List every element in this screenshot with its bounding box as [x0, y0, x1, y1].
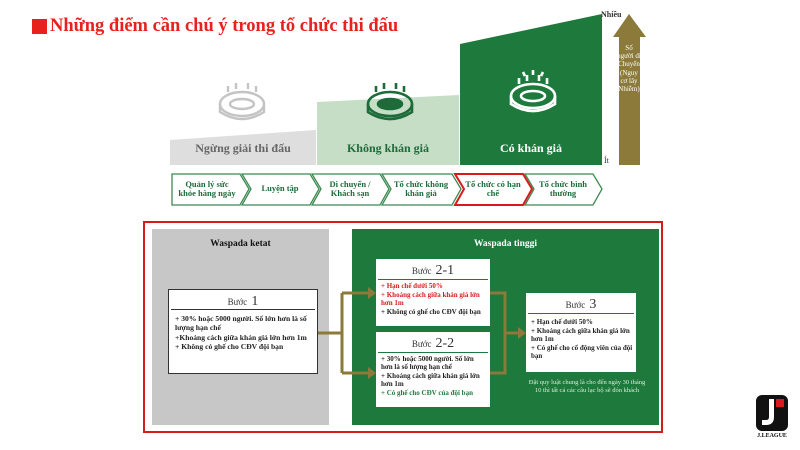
- jleague-logo-icon: [752, 393, 792, 433]
- step-2-1-item: + Không có ghế cho CĐV đội bạn: [381, 307, 481, 316]
- process-step-5: Tổ chức có hạn chế: [465, 178, 521, 198]
- arrow-caption: Số người di Chuyển (Nguy cơ lây Nhiễm): [617, 44, 641, 94]
- process-step-3: Di chuyển / Khách sạn: [329, 178, 371, 198]
- arrowhead-3: [518, 327, 526, 339]
- step-2-1-item: + Khoảng cách giữa khán giả lớn hơn 1m: [381, 290, 480, 308]
- step-3-item: + Hạn chế dưới 50%: [531, 318, 593, 326]
- panel-strict-title: Waspada ketat: [210, 239, 271, 249]
- stage-label-spectators: Có khán giả: [499, 141, 563, 155]
- arrow-bottom-label: Ít: [604, 156, 609, 165]
- step-1-item: + Không có ghế cho CĐV đội bạn: [175, 342, 284, 352]
- process-step-6: Tổ chức bình thường: [538, 178, 588, 198]
- step-3-number: 3: [589, 297, 597, 312]
- step-1-heading: [169, 292, 317, 310]
- arrow-top-label: Nhiều: [601, 10, 622, 19]
- step-2-2-item: + Có ghế cho CĐV của đội bạn: [381, 388, 473, 397]
- step-3-box: [526, 293, 636, 372]
- process-step-2: Luyện tập: [261, 183, 299, 194]
- step-2-1-items: [381, 282, 487, 316]
- step-1-box: [168, 289, 318, 374]
- step-3-items: [531, 318, 633, 361]
- step-2-2-divider: [378, 352, 488, 353]
- step-2-1-item: + Hạn chế dưới 50%: [381, 282, 443, 290]
- step-3-word: Bước: [565, 300, 586, 310]
- step-2-2-items: [381, 355, 487, 397]
- panel-lenient-title: Waspada tinggi: [473, 239, 538, 249]
- step-2-1-number: 2-1: [435, 263, 455, 278]
- step-3-divider: [528, 313, 634, 314]
- step-1-items: [175, 314, 313, 352]
- process-step-1: Quản lý sức khỏe hàng ngày: [178, 178, 236, 198]
- step-3-item: + Có ghế cho cổ động viên của đội bạn: [531, 343, 633, 361]
- jleague-logo-text: J.LEAGUE: [757, 433, 787, 439]
- step-2-1-divider: [378, 279, 488, 280]
- step-2-2-number: 2-2: [435, 336, 455, 351]
- step-1-item: + 30% hoặc 5000 người. Số lớn hơn là số lượng hạn chế: [175, 314, 307, 333]
- step-1-number: 1: [251, 294, 259, 309]
- step-2-1-heading: [376, 261, 490, 279]
- step-2-2-item: + 30% hoặc 5000 người. Số lớn hơn là số lượng hạn chế: [381, 355, 474, 372]
- step-2-1-word: Bước: [411, 266, 432, 276]
- step-2-1-box: [376, 259, 490, 326]
- stage-label-no-spectators: Không khán giả: [346, 141, 430, 155]
- step-2-2-word: Bước: [411, 339, 432, 349]
- step-3-heading: [526, 295, 636, 313]
- note-text: Đặt quy luật chung là cho đến ngày 30 tháng 10 thì tất cả các câu lạc bộ sẽ đón khách: [528, 379, 646, 394]
- page-title: Những điểm cần chú ý trong tổ chức thi đấu: [50, 16, 399, 36]
- step-2-2-heading: [376, 334, 490, 352]
- connector-1-split: [318, 293, 342, 373]
- step-1-divider: [171, 309, 315, 310]
- arrowhead-2-2: [368, 367, 376, 379]
- arrowhead-2-1: [368, 287, 376, 299]
- step-2-2-item: + Khoảng cách giữa khán giả lớn hơn 1m: [381, 371, 480, 389]
- step-3-item: + Khoảng cách giữa khán giả lớn hơn 1m: [531, 326, 630, 344]
- step-2-2-box: [376, 332, 490, 407]
- stage-label-suspended: Ngừng giải thi đấu: [195, 141, 291, 155]
- process-step-4: Tổ chức không khán giả: [393, 178, 449, 198]
- step-1-word: Bước: [227, 297, 248, 307]
- step-1-item: +Khoảng cách giữa khán giả lớn hơn 1m: [175, 332, 307, 342]
- connector-merge: [490, 293, 520, 373]
